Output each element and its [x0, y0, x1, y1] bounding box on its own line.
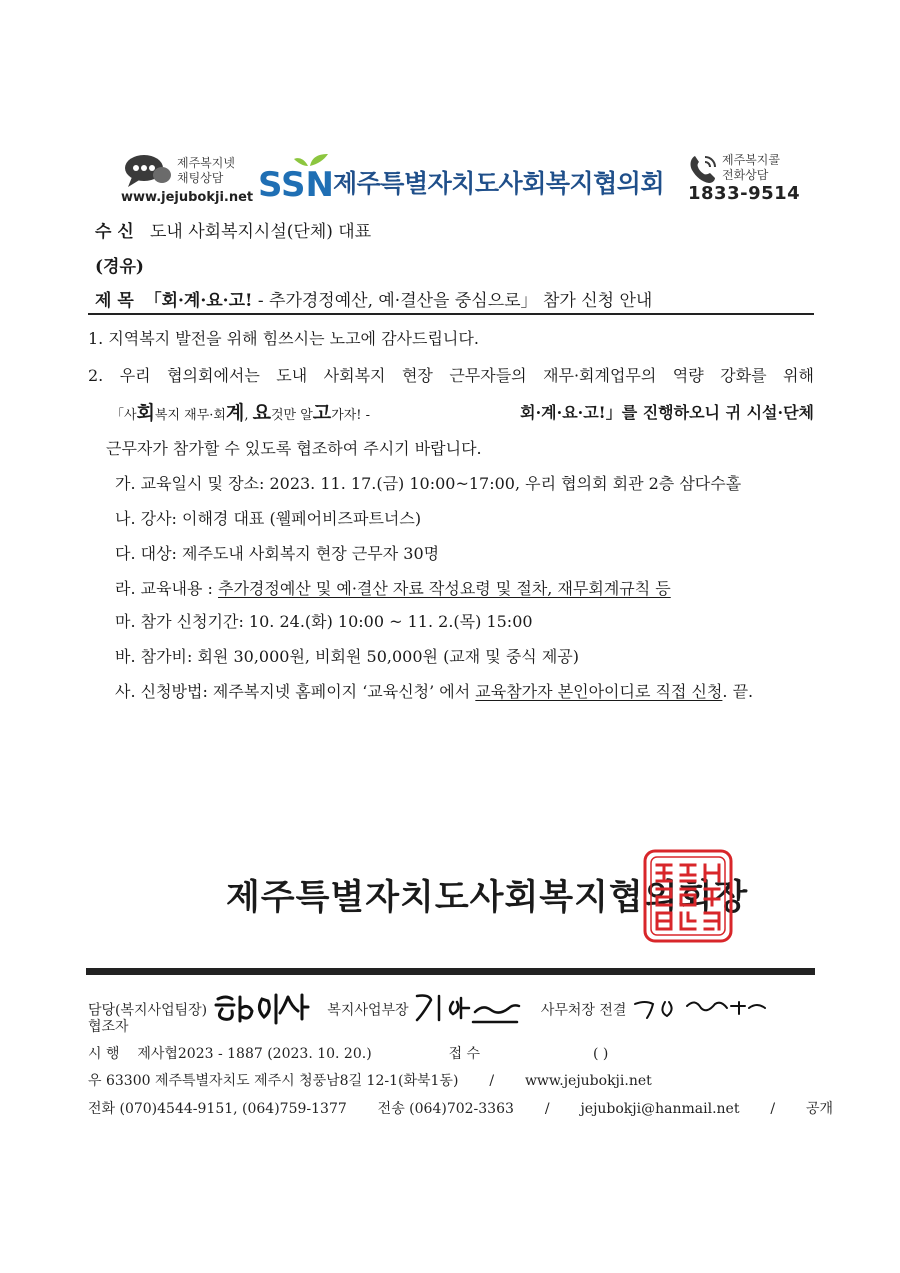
item-schedule: 가. 교육일시 및 장소: 2023. 11. 17.(금) 10:00~17:00, 우리 협의회 회관 2층 삼다수홀 — [115, 474, 742, 493]
enforcement-row — [88, 1045, 608, 1063]
call-label-line2: 전화상담 — [722, 168, 769, 182]
slogan-emph: 요 — [252, 402, 271, 424]
item-content-label: 라. 교육내용 : — [115, 579, 219, 598]
p2-word: 도내 — [276, 366, 308, 385]
approver-signature — [212, 991, 310, 1030]
postal-address: 우 63300 제주특별자치도 제주시 청풍남8길 12-1(화북1동) — [88, 1073, 459, 1089]
enforcement-label: 시 행 — [88, 1046, 120, 1062]
chat-label-line1: 제주복지넷 — [177, 156, 235, 170]
subject-row — [95, 290, 652, 312]
website-link[interactable]: www.jejubokji.net — [524, 1073, 652, 1089]
p2-word: 현장 — [401, 366, 433, 385]
item-instructor: 나. 강사: 이해경 대표 (웰페어비즈파트너스) — [115, 509, 422, 528]
p2-word: 역량 — [672, 366, 704, 385]
subject-title-bold: 「회·계·요·고! — [144, 291, 253, 311]
manager-label: 복지사업부장 — [327, 1002, 409, 1019]
chat-bubble-icon — [124, 153, 172, 193]
receipt-value: ( ) — [592, 1046, 609, 1062]
item-fee: 바. 참가비: 회원 30,000원, 비회원 50,000원 (교재 및 중식 제공) — [115, 647, 579, 666]
fax: 전송 (064)702-3363 — [377, 1101, 514, 1117]
p2-word: 위해 — [783, 366, 814, 385]
chat-consult-label — [177, 156, 235, 186]
slogan-part: , — [244, 408, 253, 423]
separator: / — [544, 1101, 550, 1117]
item-method-label: 사. 신청방법: 제주복지넷 홈페이지 ‘교육신청’ 에서 — [115, 682, 476, 701]
p2-word: 2. — [88, 366, 104, 385]
cooperator-label: 협조자 — [88, 1019, 129, 1035]
subject-divider — [88, 313, 814, 315]
slogan-part: 것만 알 — [270, 408, 313, 423]
ssn-logo — [258, 152, 334, 202]
slogan-emph: 회 — [136, 402, 155, 424]
footer-divider — [86, 968, 815, 975]
call-consult-label — [722, 153, 780, 183]
recipient-row — [95, 221, 371, 243]
secretary-signature — [631, 994, 771, 1027]
ssn-logo-text: SSN — [258, 165, 334, 198]
enforcement-number: 제사협2023 - 1887 (2023. 10. 20.) — [137, 1046, 372, 1062]
paragraph-2-line2 — [111, 402, 814, 427]
paragraph-2-line1 — [88, 365, 814, 387]
recipient-value: 도내 사회복지시설(단체) 대표 — [149, 222, 372, 242]
manager-signature — [413, 990, 523, 1031]
contact-row — [88, 1100, 833, 1118]
paragraph-1: 1. 지역복지 발전을 위해 힘쓰시는 노고에 감사드립니다. — [88, 329, 479, 348]
chat-url[interactable]: www.jejubokji.net — [121, 190, 254, 205]
org-title: 제주특별자치도사회복지협의회 — [333, 169, 665, 198]
subject-title-rest: - 추가경정예산, 예·결산을 중심으로」 참가 신청 안내 — [252, 291, 653, 311]
recipient-label: 수 신 — [95, 222, 134, 242]
paragraph-2-line3: 근무자가 참가할 수 있도록 협조하여 주시기 바랍니다. — [106, 439, 482, 458]
item-content-value: 추가경정예산 및 예·결산 자료 작성요령 및 절차, 재무회계규칙 등 — [218, 579, 671, 598]
separator: / — [489, 1073, 495, 1089]
approver-label: 담당(복지사업팀장) — [88, 1002, 208, 1019]
subject-label: 제 목 — [95, 291, 134, 311]
item-method — [115, 681, 753, 703]
slogan-emph: 고 — [312, 402, 332, 424]
program-title-rest: 회·계·요·고!」를 진행하오니 귀 시설·단체 — [520, 403, 814, 422]
via-label: (경유) — [95, 257, 144, 277]
sender-name: 제주특별자치도사회복지협의회장 — [226, 877, 749, 918]
item-method-value: 교육참가자 본인아이디로 직접 신청 — [475, 682, 723, 701]
call-number[interactable]: 1833-9514 — [688, 183, 801, 204]
document-end-mark: . 끝. — [722, 682, 754, 701]
item-content — [115, 578, 671, 600]
p2-word: 근무자들의 — [449, 366, 527, 385]
disclosure-status: 공개 — [805, 1101, 834, 1117]
separator: / — [770, 1101, 776, 1117]
item-period: 마. 참가 신청기간: 10. 24.(화) 10:00 ~ 11. 2.(목) 15:00 — [115, 612, 533, 631]
item-target: 다. 대상: 제주도내 사회복지 현장 근무자 30명 — [115, 544, 440, 563]
chat-label-line2: 채팅상담 — [177, 171, 224, 185]
call-label-line1: 제주복지콜 — [722, 153, 780, 167]
receipt-label: 접 수 — [448, 1046, 481, 1062]
telephone: 전화 (070)4544-9151, (064)759-1377 — [88, 1101, 347, 1117]
slogan-part: 복지 재무·회 — [154, 408, 226, 423]
secretary-label: 사무처장 전결 — [540, 1002, 627, 1019]
slogan-part: 가자! - — [331, 408, 371, 423]
slogan-part: 「사 — [111, 408, 137, 423]
p2-word: 재무·회계업무의 — [543, 366, 657, 385]
postal-row — [88, 1072, 652, 1090]
p2-word: 협의회에서는 — [167, 366, 260, 385]
approval-row — [88, 990, 771, 1031]
p2-word: 우리 — [119, 366, 151, 385]
email-link[interactable]: jejubokji@hanmail.net — [580, 1101, 740, 1117]
p2-word: 사회복지 — [323, 366, 386, 385]
p2-word: 강화를 — [720, 366, 767, 385]
slogan-emph: 계 — [225, 402, 245, 424]
program-slogan — [111, 402, 370, 427]
official-seal — [643, 849, 733, 947]
